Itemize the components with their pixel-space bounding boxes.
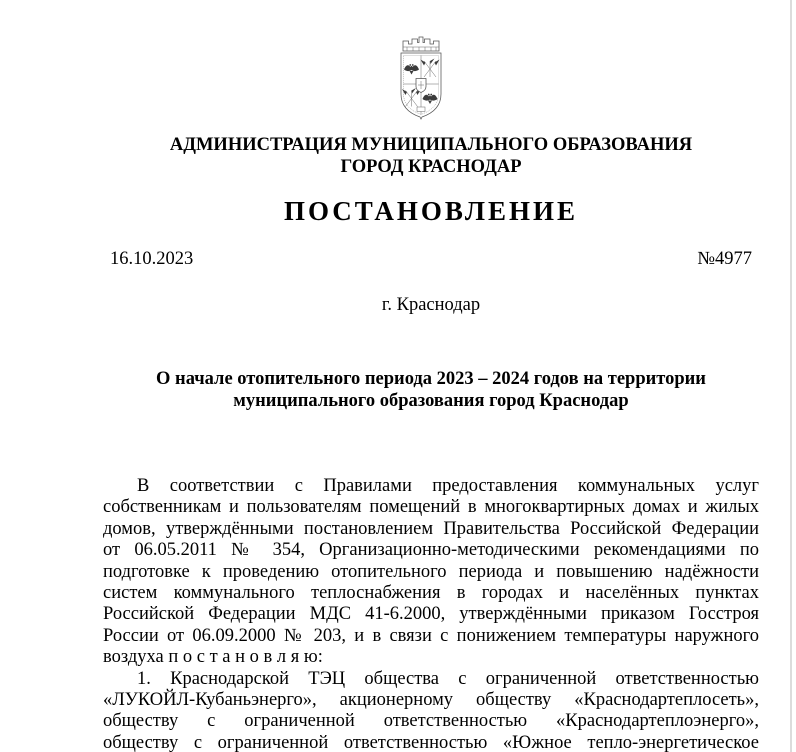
doc-type-heading: ПОСТАНОВЛЕНИЕ <box>283 196 579 226</box>
doc-title <box>103 368 759 412</box>
text-line: домов, утверждёнными постановлением Правительства Российской Федерации <box>103 518 759 539</box>
doc-number: №4977 <box>697 249 752 269</box>
doc-title-line: муниципального образования город Краснодар <box>233 391 629 411</box>
doc-body <box>103 476 759 752</box>
doc-date: 16.10.2023 <box>110 249 194 269</box>
text-line: обществу с ограниченной ответственностью «Краснодартеплоэнерго», <box>103 711 759 732</box>
text-line: 1. Краснодарской ТЭЦ общества с ограниченной ответственностью <box>137 668 759 689</box>
doc-place: г. Краснодар <box>381 295 481 315</box>
krasnodar-coat-of-arms-icon <box>393 32 449 120</box>
doc-meta-row <box>103 248 759 270</box>
text-line: собственникам и пользователям помещений в многоквартирных домах и жилых <box>103 497 759 518</box>
text-line: «ЛУКОЙЛ-Кубаньэнерго», акционерному обществу «Краснодартеплосеть», <box>103 690 759 711</box>
document-content <box>103 0 759 752</box>
text-line: Российской Федерации МДС 41-6.2000, утверждёнными приказом Госстроя <box>103 604 759 625</box>
body-paragraph <box>103 476 759 669</box>
text-line: России от 06.09.2000 № 203, и в связи с понижением температуры наружного <box>103 625 759 646</box>
organization-name <box>103 134 759 178</box>
text-line: В соответствии с Правилами предоставления коммунальных услуг <box>137 476 759 496</box>
text-line: воздуха п о с т а н о в л я ю: <box>103 647 323 668</box>
organization-name-line2: ГОРОД КРАСНОДАР <box>340 157 522 177</box>
doc-title-line: О начале отопительного периода 2023 – 2024 годов на территории <box>156 369 706 389</box>
text-line: систем коммунального теплоснабжения в городах и населённых пунктах <box>103 583 759 604</box>
text-line: подготовке к проведению отопительного периода и повышению надёжности <box>103 561 759 582</box>
text-line: обществу с ограниченной ответственностью «Южное тепло-энергетическое <box>103 732 759 752</box>
body-paragraph <box>103 669 759 752</box>
organization-name-line1: АДМИНИСТРАЦИЯ МУНИЦИПАЛЬНОГО ОБРАЗОВАНИЯ <box>169 135 693 155</box>
page-right-edge-line <box>790 0 792 752</box>
text-line: от 06.05.2011 № 354, Организационно-методическими рекомендациями по <box>103 540 759 561</box>
